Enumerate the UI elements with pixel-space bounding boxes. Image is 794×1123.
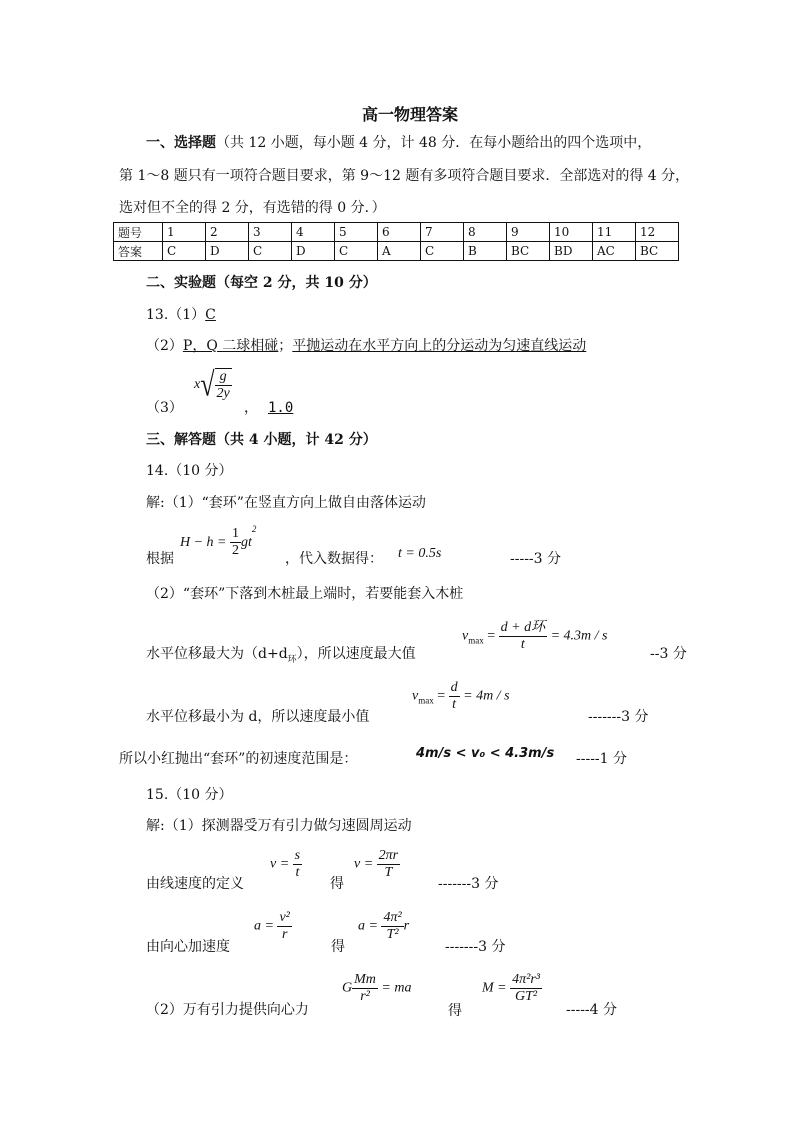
sqrt-icon: √: [200, 365, 215, 404]
table-cell: 8: [464, 223, 507, 242]
section1-line3: 选对但不全的得 2 分，有选错的得 0 分．）: [119, 200, 386, 216]
table-cell: 5: [335, 223, 378, 242]
q13-answer-2b: 平抛运动在水平方向上的分运动为匀速直线运动: [292, 338, 587, 354]
q14-p4-pre: 水平位移最大为（d+d: [146, 646, 288, 662]
q14-formula-vmax: $v_{max}$ = $\frac{\text{d + d环}}{t}$ = 4.3m / s: [462, 620, 608, 652]
table-cell: D: [292, 242, 335, 261]
q14-p6-pre: 所以小红抛出“套环”的初速度范围是：: [119, 751, 358, 767]
table-cell: A: [378, 242, 421, 261]
gravity-num: Mm: [354, 972, 376, 987]
q14-p5-pre: 水平位移最小为 d，所以速度最小值: [146, 709, 370, 725]
q15-p3-pre: 由向心加速度: [146, 939, 230, 955]
table-cell: 4: [292, 223, 335, 242]
v1-fraction: [293, 848, 302, 881]
table-cell: C: [335, 242, 378, 261]
q14-p4-sub: 环: [287, 654, 297, 665]
gravity-lhs: G: [342, 980, 353, 996]
gravity-den: r²: [360, 989, 370, 1004]
q15-p2-score: -------3 分: [438, 876, 499, 892]
q14-p2-score: -----3 分: [510, 551, 562, 567]
q15-formula-mass: [482, 972, 542, 1005]
q14-p2-mid: ，代入数据得：: [285, 551, 383, 567]
v1-den: t: [295, 865, 300, 880]
q15-p3-de: 得: [331, 939, 345, 955]
vmin-den: t: [452, 697, 457, 712]
q15-formula-a1: [254, 910, 292, 943]
q14-label: 14.（10 分）: [146, 463, 233, 479]
q14-formula-1: H − h = $\frac{1}{2}$ $gt^2$: [180, 524, 257, 559]
a2-tail: r: [403, 918, 410, 934]
table-cell: 11: [593, 223, 636, 242]
q13-3-num: g: [215, 369, 232, 386]
q13-3-fraction: [215, 368, 232, 402]
section1-line2: 第 1～8 题只有一项符合题目要求，第 9～12 题有多项符合题目要求．全部选对的得 4 分，: [119, 168, 690, 184]
table-cell: 3: [249, 223, 292, 242]
q13-3-label: （3）: [146, 400, 183, 416]
v1-lhs: v =: [270, 856, 290, 872]
a1-num: v²: [279, 910, 290, 925]
q14-formula-vmin: $v_{max}$ = $\frac{d}{t}$ = 4m / s: [412, 680, 510, 712]
q13-3-x: x: [194, 377, 201, 392]
vmax-den: t: [520, 637, 525, 652]
table-row: [114, 223, 679, 242]
a1-fraction: [277, 910, 291, 943]
formula-num: 1: [232, 526, 240, 542]
table-cell: 12: [636, 223, 679, 242]
vmin-sub: max: [418, 695, 434, 706]
q13-2-sep: ；: [278, 338, 293, 354]
v2-den: T: [384, 865, 393, 880]
table-cell: 6: [378, 223, 421, 242]
v2-num: 2πr: [378, 848, 399, 863]
q14-p5-score: -------3 分: [588, 709, 649, 725]
q14-p6-score: -----1 分: [576, 751, 628, 767]
q15-label: 15.（10 分）: [146, 787, 233, 803]
q15-formula-gravity: [342, 972, 411, 1005]
table-cell: 1: [163, 223, 206, 242]
q13-part1: [146, 304, 220, 324]
formula-right: gt: [241, 534, 252, 550]
v1-num: s: [294, 848, 301, 863]
a1-den: r: [281, 927, 288, 942]
q15-p2-de: 得: [330, 876, 344, 892]
mass-den: GT²: [514, 989, 538, 1004]
table-row: [114, 242, 679, 261]
v2-fraction: [377, 848, 400, 881]
vmax-lhs: v: [462, 628, 469, 644]
q14-p2-result: t = 0.5s: [398, 546, 442, 561]
page-title: 高一物理答案: [362, 105, 459, 124]
vmin-fraction: [449, 680, 460, 713]
q14-p4: [146, 643, 416, 665]
formula-left: H − h =: [180, 534, 227, 550]
a1-lhs: a =: [254, 918, 274, 934]
q15-p3-score: -------3 分: [445, 939, 506, 955]
a2-den: T²: [386, 927, 399, 942]
q14-p1: 解:（1）“套环”在竖直方向上做自由落体运动: [146, 495, 426, 511]
vmax-fraction: [499, 620, 547, 653]
formula-den: 2: [232, 543, 240, 559]
q13-answer-2a: P，Q 二球相碰: [182, 338, 279, 354]
q13-part2: [146, 335, 586, 355]
q13-2-label: （2）: [146, 338, 183, 354]
table-cell: B: [464, 242, 507, 261]
q13-3-rest: [244, 397, 307, 417]
section3-heading: 三、解答题（共 4 小题，计 42 分）: [146, 432, 377, 448]
q15-formula-v2: [354, 848, 400, 881]
table-header-cell: 题号: [114, 223, 163, 242]
table-cell: C: [249, 242, 292, 261]
q15-p4-de: 得: [448, 1003, 462, 1019]
v2-lhs: v =: [354, 856, 374, 872]
section1-intro: [146, 132, 651, 152]
vmax-rhs: = 4.3m / s: [550, 628, 608, 644]
a2-num: 4π²: [383, 910, 402, 925]
section1-line1: （共 12 小题，每小题 4 分，计 48 分．在每小题给出的四个选项中，: [216, 135, 652, 151]
q14-p6-range: 4m/s < v₀ < 4.3m/s: [416, 746, 555, 761]
gravity-rhs: = ma: [381, 980, 412, 996]
q13-3-formula: [194, 365, 232, 404]
q15-formula-v1: [270, 848, 302, 881]
gravity-fraction: [352, 972, 378, 1005]
q14-p2-pre: 根据: [146, 551, 174, 567]
section2-heading: 二、实验题（每空 2 分，共 10 分）: [146, 275, 377, 291]
mass-num: 4π²r³: [512, 972, 540, 987]
vmin-lhs: v: [412, 688, 419, 704]
a2-fraction: [381, 910, 403, 943]
table-cell: C: [421, 242, 464, 261]
table-header-cell: 答案: [114, 242, 163, 261]
q14-p4-post: ），所以速度最大值: [296, 646, 416, 662]
table-cell: AC: [593, 242, 636, 261]
mass-fraction: [510, 972, 542, 1005]
table-cell: BD: [550, 242, 593, 261]
table-cell: 9: [507, 223, 550, 242]
q14-p3: （2）“套环”下落到木桩最上端时，若要能套入木桩: [146, 586, 464, 602]
table-cell: 2: [206, 223, 249, 242]
vmax-num: d + d环: [500, 620, 546, 635]
table-cell: D: [206, 242, 249, 261]
q13-answer-1: C: [205, 307, 216, 323]
q15-p4-pre: （2）万有引力提供向心力: [146, 1002, 309, 1018]
table-cell: 10: [550, 223, 593, 242]
table-cell: BC: [636, 242, 679, 261]
formula-fraction: [230, 526, 241, 559]
table-cell: C: [163, 242, 206, 261]
table-cell: BC: [507, 242, 550, 261]
q13-3-den: 2y: [216, 386, 230, 401]
q14-p4-score: --3 分: [650, 646, 687, 662]
q15-p1: 解:（1）探测器受万有引力做匀速圆周运动: [146, 818, 412, 834]
q15-p2-pre: 由线速度的定义: [146, 876, 244, 892]
q15-p4-score: -----4 分: [566, 1002, 618, 1018]
table-cell: 7: [421, 223, 464, 242]
vmax-sub: max: [468, 635, 484, 646]
q13-3-comma: ，: [244, 400, 258, 416]
q15-formula-a2: [358, 910, 409, 943]
vmin-num: d: [450, 680, 458, 695]
q13-answer-3b: 1.0: [268, 400, 294, 416]
vmin-rhs: = 4m / s: [463, 688, 510, 704]
answer-table: [113, 222, 679, 261]
a2-lhs: a =: [358, 918, 378, 934]
q13-label: 13.（1）: [146, 307, 206, 323]
mass-lhs: M =: [482, 980, 507, 996]
section1-heading: 一、选择题: [146, 135, 216, 151]
